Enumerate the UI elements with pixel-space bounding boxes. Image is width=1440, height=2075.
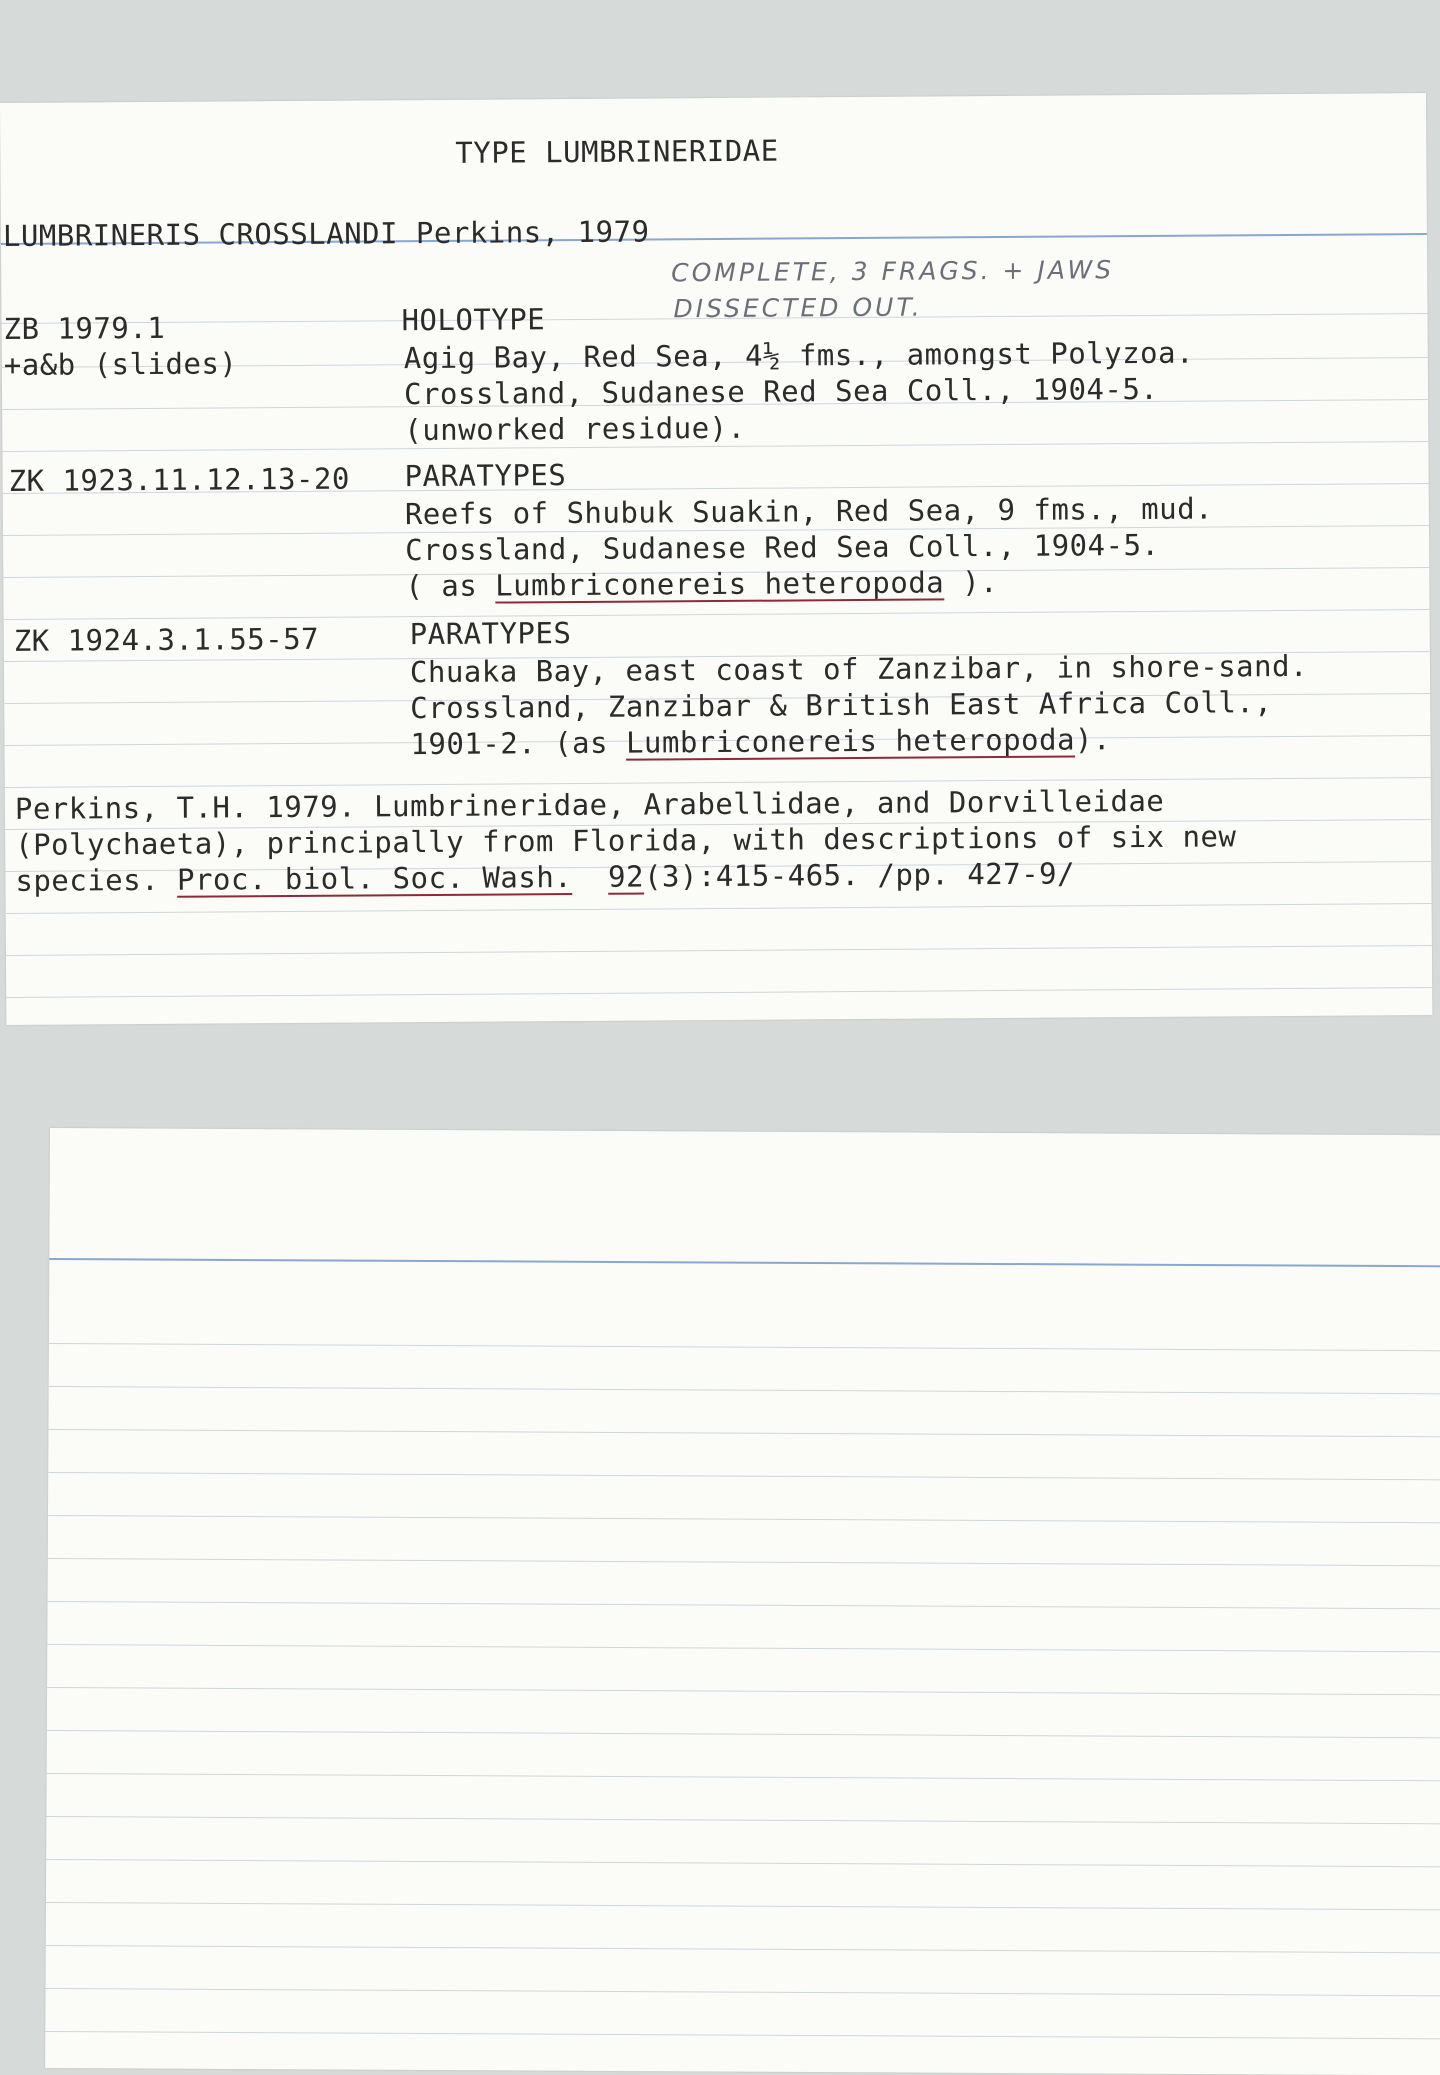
ruled-line (45, 2031, 1440, 2039)
collection-line: Crossland, Zanzibar & British East Africa Coll., (410, 685, 1273, 726)
locality-line: Chuaka Bay, east coast of Zanzibar, in shore-sand. (409, 648, 1309, 690)
registration-suffix: +a&b (slides) (3, 346, 238, 382)
ruled-line (6, 945, 1432, 956)
ruled-line (45, 1988, 1440, 1996)
ruled-line (47, 1687, 1440, 1695)
reference-line: (Polychaeta), principally from Florida, with descriptions of six new (15, 819, 1237, 862)
type-status: PARATYPES (404, 458, 567, 494)
ruled-line (46, 1902, 1440, 1910)
type-status: HOLOTYPE (401, 302, 546, 338)
journal-name: Proc. biol. Soc. Wash. (176, 860, 573, 897)
registration-number: ZK 1924.3.1.55-57 (13, 621, 320, 658)
synonym-line (410, 721, 1111, 762)
ruled-line (48, 1601, 1440, 1609)
ruled-line (48, 1515, 1440, 1523)
reference-line: Perkins, T.H. 1979. Lumbrineridae, Arabellidae, and Dorvilleidae (14, 783, 1165, 826)
reference-citation (15, 856, 1075, 899)
ruled-line (47, 1773, 1440, 1781)
synonym-line (405, 564, 998, 604)
journal-pages: (3):415-465. /pp. 427-9/ (643, 856, 1076, 894)
synonym-prefix: 1901-2. (as (410, 725, 627, 762)
registration-number: ZK 1923.11.12.13-20 (8, 461, 350, 498)
index-card-front (0, 93, 1432, 1025)
card-header: TYPE LUMBRINERIDAE (455, 133, 779, 170)
ruled-line (46, 1816, 1440, 1824)
ruled-line (46, 1859, 1440, 1867)
journal-volume: 92 (607, 859, 645, 894)
note-line: (unworked residue). (404, 410, 746, 448)
registration-number: ZB 1979.1 (3, 310, 166, 346)
ruled-line (48, 1558, 1440, 1566)
ruled-line (6, 903, 1432, 914)
synonym-suffix: ). (944, 565, 999, 600)
synonym-name: Lumbriconereis heteropoda (625, 722, 1076, 760)
synonym-prefix: ( as (405, 568, 496, 604)
reference-prefix: species. (15, 862, 178, 898)
handwritten-note-line1: COMPLETE, 3 FRAGS. + JAWS (671, 255, 1115, 288)
synonym-name: Lumbriconereis heteropoda (495, 565, 945, 603)
ruled-line (6, 987, 1432, 998)
synonym-suffix: ). (1074, 722, 1112, 757)
ruled-line (48, 1429, 1440, 1437)
ruled-line (47, 1644, 1440, 1652)
blue-header-rule (49, 1258, 1440, 1267)
collection-line: Crossland, Sudanese Red Sea Coll., 1904-5. (405, 527, 1160, 568)
ruled-line (49, 1343, 1440, 1351)
ruled-line (4, 609, 1430, 620)
ruled-line (47, 1730, 1440, 1738)
species-name: LUMBRINERIS CROSSLANDI Perkins, 1979 (2, 214, 650, 253)
locality-line: Agig Bay, Red Sea, 4½ fms., amongst Polyzoa. (403, 335, 1195, 376)
ruled-line (49, 1386, 1440, 1394)
ruled-line (46, 1945, 1440, 1953)
index-card-back (45, 1128, 1440, 2075)
locality-line: Reefs of Shubuk Suakin, Red Sea, 9 fms., mud. (404, 491, 1214, 532)
ruled-line (48, 1472, 1440, 1480)
handwritten-note-line2: DISSECTED OUT. (673, 292, 923, 324)
collection-line: Crossland, Sudanese Red Sea Coll., 1904-5. (403, 371, 1159, 412)
type-status: PARATYPES (409, 616, 572, 652)
